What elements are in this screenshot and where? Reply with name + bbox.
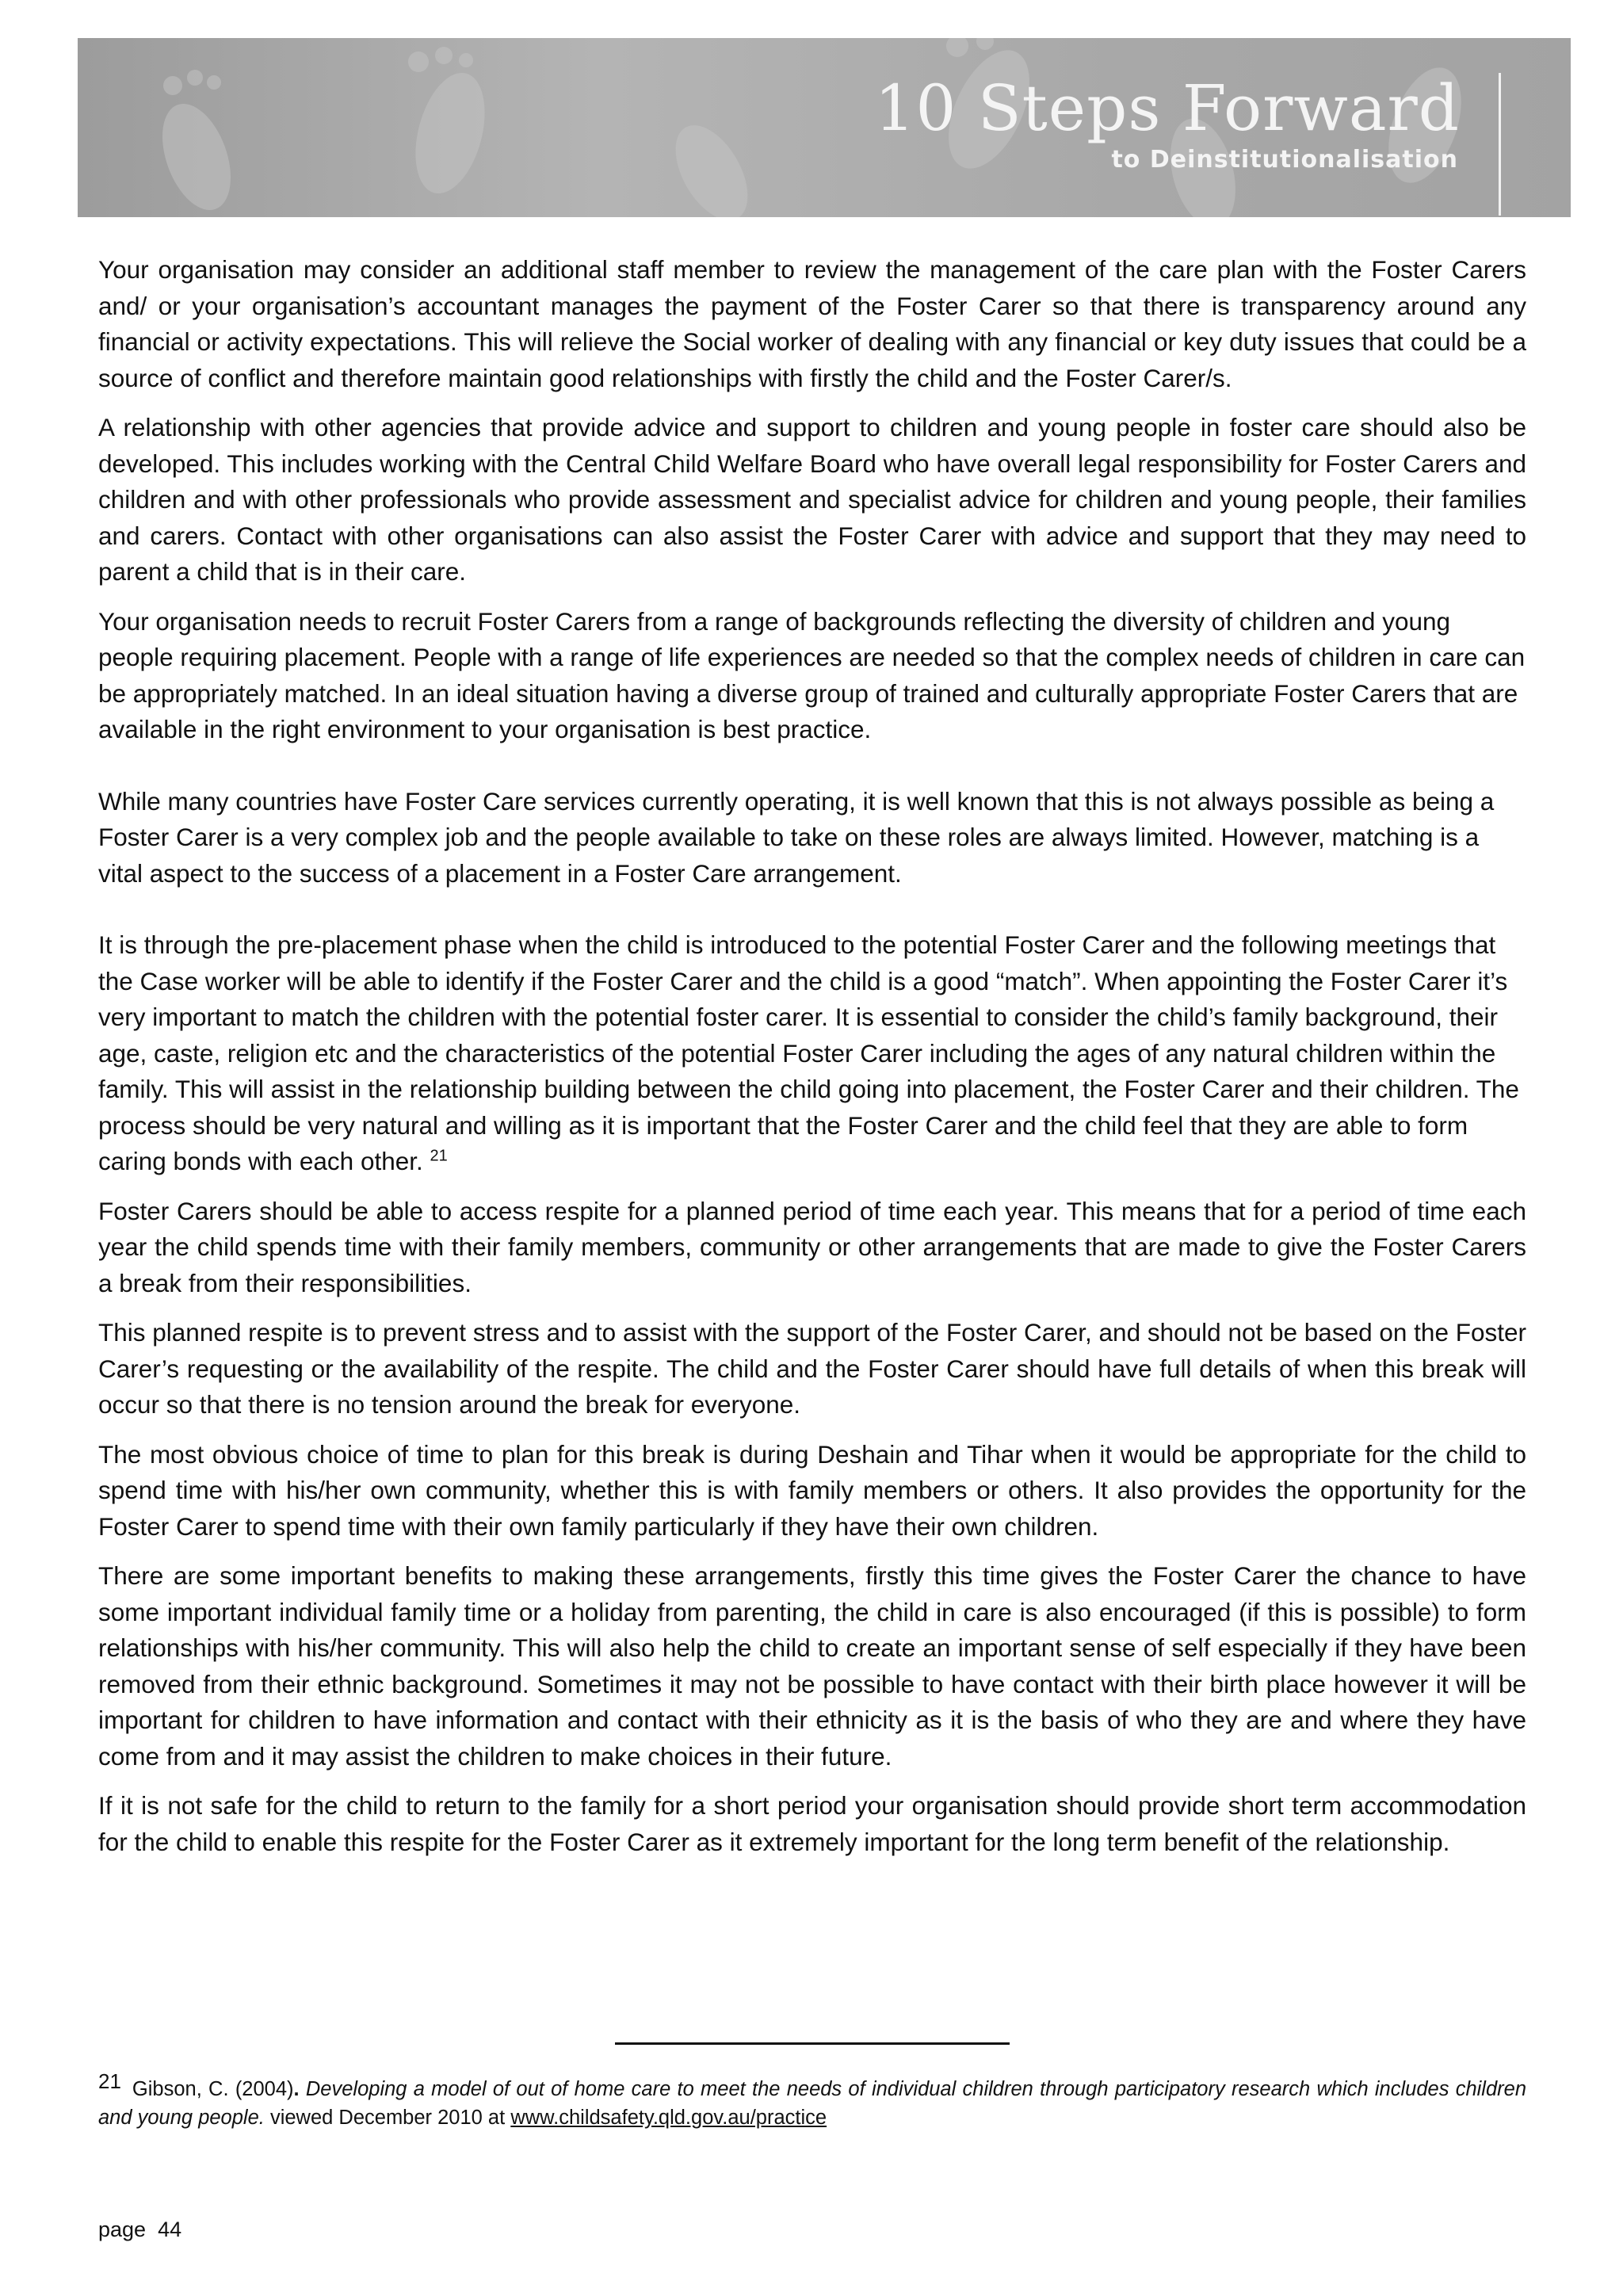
paragraph-8: The most obvious choice of time to plan for this break is during Deshain and Tihar when it would be appropriate for the child to spend time with his/her own community, whether this is with family members or others. It also provides the opportunity for the Foster Carer to spend time with their own family particularly if they have their own children. [98, 1439, 1526, 1541]
paragraph-5 [98, 927, 1526, 1180]
footnote-title: Developing a model of out of home care to meet the needs of individual children through participatory research which includes children and young people. [98, 2078, 1527, 2129]
footnote-divider [615, 2042, 1010, 2045]
page-number: page 44 [98, 2218, 182, 2241]
footnote-number: 21 [98, 2069, 121, 2093]
footnote-reference[interactable]: 21 [430, 1147, 448, 1165]
footnote-author: Gibson, C. (2004) [132, 2078, 294, 2100]
paragraph-1: Your organisation may consider an additional staff member to review the management of the care plan with the Foster Carers and/ or your organisation’s accountant manages the payment of the Foster Carer so that there is transparency around any financial or activity expectations. This will relieve the Social worker of dealing with any financial or key duty issues that could be a source of conflict and therefore maintain good relationships with firstly the child and the Foster Carer/s. [98, 255, 1526, 392]
footnote-viewed: viewed December 2010 at [269, 2107, 506, 2129]
paragraph-5-text: It is through the pre-placement phase when the child is introduced to the potential Foster Carer and the following meetings that the Case worker will be able to identify if the Foster Carer and the child is a good “match”. When appointing the Foster Carer it’s very important to match the children with the potential foster carer. It is essential to consider the child’s family background, their age, caste, religion etc and the characteristics of the potential Foster Carer including the ages of any natural children within the family. This will assist in the relationship building between the child going into placement, the Foster Carer and their children. The process should be very natural and willing as it is important that the Foster Carer and the child feel that they are able to form caring bonds with each other. [98, 930, 1519, 1175]
footnote-link[interactable]: www.childsafety.qld.gov.au/practice [510, 2107, 827, 2129]
footnote [98, 2069, 1527, 2132]
paragraph-4: While many countries have Foster Care services currently operating, it is well known that this is not always possible as being a Foster Carer is a very complex job and the people available to take on these roles are always limited. However, matching is a vital aspect to the success of a placement in a Foster Care arrangement. [98, 786, 1495, 888]
paragraph-6: Foster Carers should be able to access respite for a planned period of time each year. This means that for a period of time each year the child spends time with their family members, community or other arrangements that are made to give the Foster Carers a break from their responsibilities. [98, 1196, 1526, 1297]
header-divider [1499, 73, 1501, 216]
publication-title: 10 Steps Forward [874, 71, 1460, 145]
body-text [98, 252, 1526, 1874]
footnote-period: . [293, 2078, 300, 2100]
paragraph-9: There are some important benefits to making these arrangements, firstly this time gives the Foster Carer the chance to have some important individual family time or a holiday from parenting, the child in care is also encouraged (if this is possible) to form relationships with his/her community. This will also help the child to create an important sense of self especially if they have been removed from their ethnic background. Sometimes it may not be possible to have contact with their birth place however it will be important for children to have information and contact with their ethnicity as it is the basis of who they are and where they have come from and it may assist the children to make choices in their future. [98, 1561, 1526, 1771]
publication-subtitle: to Deinstitutionalisation [1111, 146, 1458, 174]
paragraph-7: This planned respite is to prevent stress and to assist with the support of the Foster Carer, and should not be based on the Foster Carer’s requesting or the availability of the respite. The child and the Foster Carer should have full details of when this break will occur so that there is no tension around the break for everyone. [98, 1318, 1526, 1419]
paragraph-3: Your organisation needs to recruit Foster Carers from a range of backgrounds reflecting the diversity of children and young people requiring placement. People with a range of life experiences are needed so that the complex needs of children in care can be appropriately matched. In an ideal situation having a diverse group of trained and culturally appropriate Foster Carers that are available in the right environment to your organisation is best practice. [98, 606, 1526, 743]
paragraph-10: If it is not safe for the child to return to the family for a short period your organisation should provide short term accommodation for the child to enable this respite for the Foster Carer as it extremely important for the long term benefit of the relationship. [98, 1791, 1526, 1856]
header-banner [78, 38, 1571, 217]
paragraph-2: A relationship with other agencies that provide advice and support to children and young people in foster care should also be developed. This includes working with the Central Child Welfare Board who have overall legal responsibility for Foster Carers and children and with other professionals who provide assessment and specialist advice for children and young people, their families and carers. Contact with other organisations can also assist the Foster Carer with advice and support that they may need to parent a child that is in their care. [98, 413, 1526, 586]
